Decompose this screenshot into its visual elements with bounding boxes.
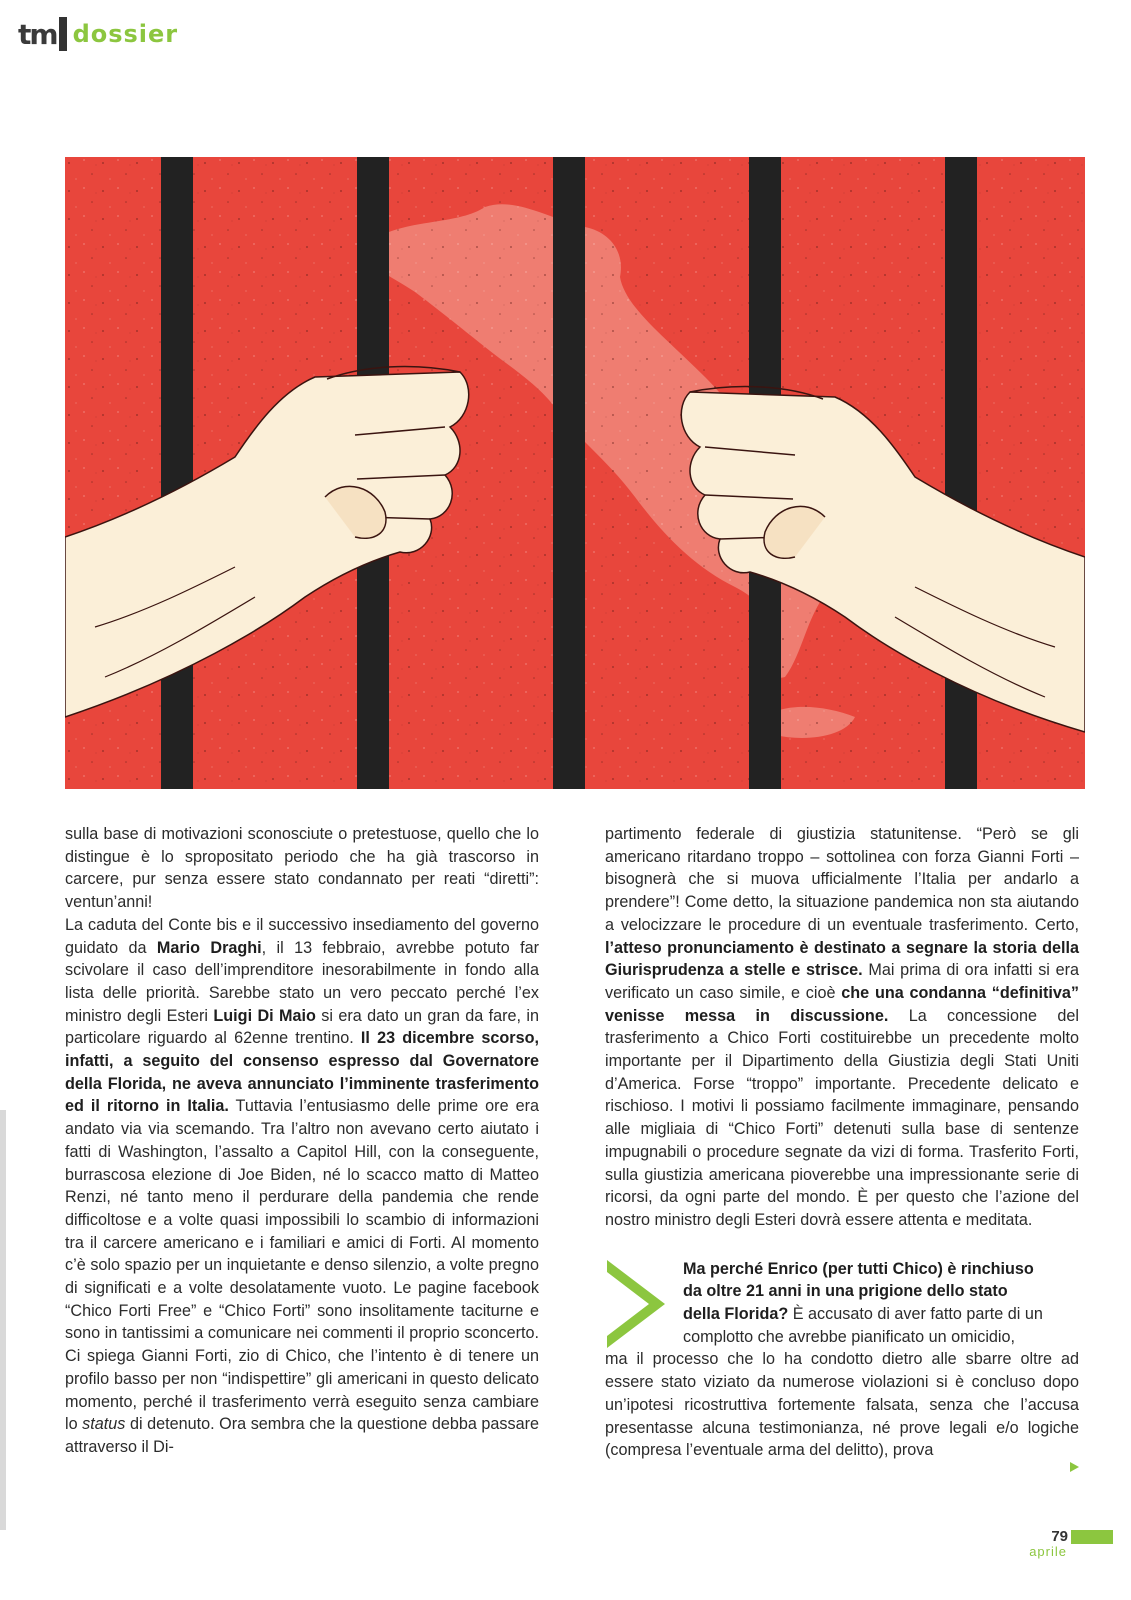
prison-bar <box>945 157 977 789</box>
article-column-right <box>605 823 1079 1462</box>
article-paragraph: ma il processo che lo ha condotto dietro alle sbarre oltre ad essere stato viziato da numerose violazioni si è concluso dopo un’ipotesi ricostruttiva fortemente falsata, senza che l’accusa presentasse alcuna testimonianza, né prove legali e/o logiche (compresa l’eventuale arma del delitto), prova <box>605 1350 1079 1460</box>
article-paragraph: sulla base di motivazioni sconosciute o pretestuose, quello che lo distingue è lo spropositato periodo che ha già trascorso in carcere, pur senza essere stato condannato per reati “diretti”: ventun’anni! <box>65 825 539 912</box>
continue-arrow-icon <box>1070 1462 1079 1472</box>
section-label: dossier <box>72 20 179 48</box>
page-number: 79 <box>1051 1528 1068 1546</box>
folio-accent-bar <box>1071 1530 1113 1544</box>
italic-term: status <box>82 1415 126 1434</box>
issue-month: aprile <box>1029 1544 1067 1559</box>
prison-bar <box>553 157 585 789</box>
prison-bars-illustration <box>65 157 1085 789</box>
callout-lead: della Florida? <box>683 1305 789 1324</box>
highlight-sentence: che una condanna “definitiva” venisse messa in discussione. <box>605 983 1080 1025</box>
highlight-sentence: l’atteso pronunciamento è destinato a segnare la storia della Giurisprudenza a stelle e strisce. <box>605 938 1079 980</box>
chevron-right-icon <box>601 1254 671 1354</box>
article-paragraph: partimento federale di giustizia statunitense. “Però se gli americano ritardano troppo – sottolinea con forza Gianni Forti – bisognerà che si muova ufficialmente l’Italia per andarlo a prendere”! Come detto, la situazione pandemica non sta aiutando a velocizzare le procedure di un eventuale trasferimento. Certo, l’atteso pronunciamento è destinato a segnare la storia della Giurisprudenza a stelle e strisce. Mai prima di ora infatti si era verificato un caso simile, e cioè che una condanna “definitiva” venisse messa in discussione. La concessione del trasferimento a Chico Forti costituirebbe un precedente molto importante per il Dipartimento della Giustizia degli Stati Uniti d’America. Forse “troppo” importante. Precedente delicato e rischioso. I motivi li possiamo facilmente immaginare, pensando alle migliaia di “Chico Forti” detenuti sulla base di sentenze impugnabili o procedure segnate da vizi di forma. Trasferito Forti, sulla giustizia americana pioverebbe una impressionante serie di ricorsi, da ogni parte del mondo. È per questo che l’azione del nostro ministro degli Esteri dovrà essere attenta e meditata. <box>605 825 1080 1229</box>
logo-divider-bar <box>59 17 67 51</box>
highlight-name: Mario Draghi <box>156 938 262 957</box>
callout-lead: Ma perché Enrico (per tutti Chico) è rinchiuso <box>683 1259 1034 1278</box>
article-column-left <box>65 823 539 1459</box>
page-folio <box>1029 1528 1113 1559</box>
question-callout: Ma perché Enrico (per tutti Chico) è rinchiuso da oltre 21 anni in una prigione dello stato della Florida? È accusato di aver fatto parte di un complotto che avrebbe pianificato un omicidio, ma il processo che lo ha condotto dietro alle sbarre oltre ad essere stato viziato da numerose violazioni si è concluso dopo un’ipotesi ricostruttiva fortemente falsata, senza che l’accusa presentasse alcuna testimonianza, né prove legali e/o logiche (compresa l’eventuale arma del delitto), prova <box>605 1258 1079 1462</box>
magazine-header <box>18 14 178 54</box>
highlight-name: Luigi Di Maio <box>213 1006 316 1025</box>
highlight-sentence: Il 23 dicembre scorso, infatti, a seguito del consenso espresso dal Governatore della Florida, ne aveva annunciato l’imminente trasferimento ed il ritorno in Italia. <box>65 1029 539 1116</box>
callout-lead: da oltre 21 anni in una prigione dello stato <box>683 1282 1008 1301</box>
prison-bar <box>161 157 193 789</box>
magazine-logo: tm <box>18 17 57 51</box>
page-binding-shadow <box>0 1110 6 1530</box>
article-paragraph: La caduta del Conte bis e il successivo insediamento del governo guidato da Mario Draghi, il 13 febbraio, avrebbe potuto far scivolare il caso dell’imprenditore inesorabilmente in fondo alla lista delle priorità. Sarebbe stato un vero peccato perché l’ex ministro degli Esteri Luigi Di Maio si era dato un gran da fare, in particolare riguardo al 62enne trentino. Il 23 dicembre scorso, infatti, a seguito del consenso espresso dal Governatore della Florida, ne aveva annunciato l’imminente trasferimento ed il ritorno in Italia. Tuttavia l’entusiasmo delle prime ore era andato via via scemando. Tra l’altro non avevano certo aiutato i fatti di Washington, l’assalto a Capitol Hill, con la conseguente, burrascosa elezione di Joe Biden, né lo scacco matto di Matteo Renzi, né tanto meno il perdurare della pandemia che rende difficoltose e a volte quasi impossibili lo scambio di informazioni tra il carcere americano e i familiari e amici di Forti. Al momento c’è solo spazio per un inquietante e denso silenzio, a volte pregno di significati e a volte desolatamente vuoto. Le pagine facebook “Chico Forti Free” e “Chico Forti” sono insolitamente taciturne e sono in tantissimi a comunicare nei commenti il proprio sconcerto. Ci spiega Gianni Forti, zio di Chico, che l’intento è di tenere un profilo basso per non “indispettire” gli americani in questo delicato momento, perché il trasferimento verrà eseguito senza cambiare lo status di detenuto. Ora sembra che la questione debba passare attraverso il Di- <box>65 915 539 1456</box>
